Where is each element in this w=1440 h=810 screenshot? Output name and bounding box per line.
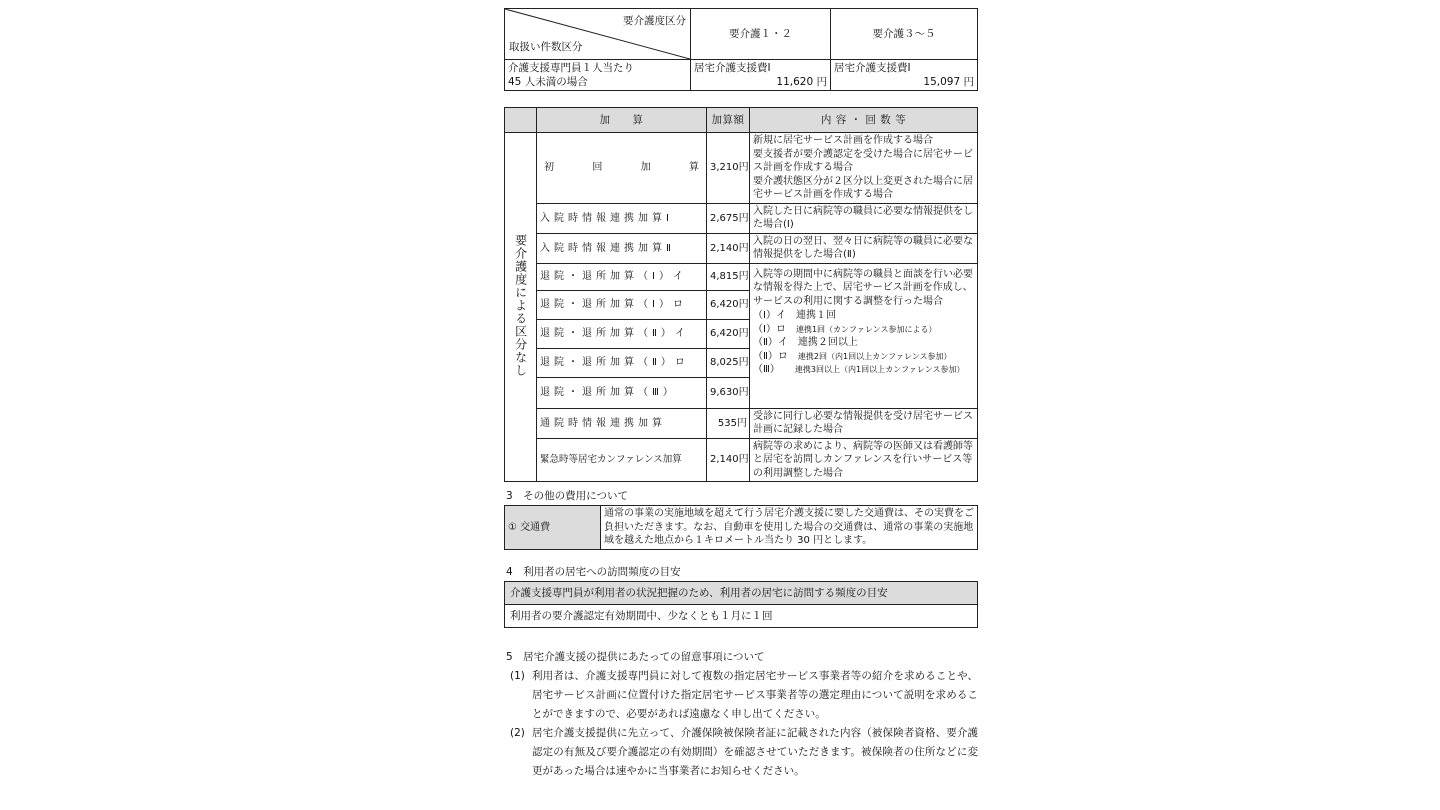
tsuin-content: 受診に同行し必要な情報提供を受け居宅サービス計画に記録した場合 [750,408,978,438]
visit-frequency-table [504,581,978,628]
shokai-name: 初 回 加 算 [544,162,699,174]
taiin-2ro-amount: 8,025円 [707,348,750,377]
note-item [504,667,978,724]
row-label-line1: 介護支援専門員１人当たり [508,62,634,74]
nyuin2-name: 入院時情報連携加算Ⅱ [537,233,707,263]
transport-cost-label: ① 交通費 [505,506,601,550]
row-label-line2: 45 人未満の場合 [508,76,588,89]
taiin-1ro-name: 退院・退所加算（Ⅰ）ロ [537,290,707,319]
nyuin1-amount: 2,675円 [707,203,750,233]
base-fee-table [504,8,978,91]
col-care-1-2: 要介護１・２ [691,9,831,60]
section4-heading: 4 利用者の居宅への訪問頻度の目安 [506,565,681,578]
tsuin-amount: 535円 [707,408,750,438]
note-text: 居宅介護支援提供に先立って、介護保険被保険者証に記載された内容（被保険者資格、要介護認定の有無及び要介護認定の有効期間）を確認させていただきます。被保険者の住所などに変更があった場合は速やかに当事業者にお知らせください。 [532,726,978,777]
taiin-list-item: （Ⅱ）ロ 連携2回（内1回以上カンファレンス参加） [753,350,952,362]
taiin-content [750,263,978,408]
visit-frequency-header: 介護支援専門員が利用者の状況把握のため、利用者の居宅に訪問する頻度の目安 [505,581,978,604]
section5 [504,648,978,781]
taiin-description: 入院等の期間中に病院等の職員と面談を行い必要な情報を得た上で、居宅サービス計画を作成し、サービスの利用に関する調整を行った場合 [753,268,973,307]
shokai-content: 新規に居宅サービス計画を作成する場合 要支援者が要介護認定を受けた場合に居宅サービス計画を作成する場合 要介護状態区分が２区分以上変更された場合に居宅サービス計画を作成する場合 [750,133,978,204]
kinkyu-name: 緊急時等居宅カンファレンス加算 [537,438,707,482]
tsuin-name: 通院時情報連携加算 [537,408,707,438]
section5-heading: 5 居宅介護支援の提供にあたっての留意事項について [506,650,765,663]
taiin-2i-name: 退院・退所加算（Ⅱ）イ [537,319,707,348]
diagonal-header-cell [505,9,691,60]
shokai-amount: 3,210円 [707,133,750,204]
nyuin2-content: 入院の日の翌日、翌々日に病院等の職員に必要な情報提供をした場合(Ⅱ) [750,233,978,263]
header-content: 内 容 ・ 回 数 等 [750,108,978,133]
taiin-1i-name: 退院・退所加算（Ⅰ）イ [537,263,707,290]
document-page [504,8,978,781]
transport-cost-text: 通常の事業の実施地域を超えて行う居宅介護支援に要した交通費は、その実費をご負担いただきます。なお、自動車を使用した場合の交通費は、通常の事業の実施地域を越えた地点から１キロメートル当たり 30 円とします。 [601,506,978,550]
taiin-2i-amount: 6,420円 [707,319,750,348]
header-blank-cell [505,108,537,133]
other-costs-table [504,505,978,550]
visit-frequency-value: 利用者の要介護認定有効期間中、少なくとも１月に１回 [505,604,978,627]
fee-amount: 15,097 円 [923,76,974,89]
taiin-1i-amount: 4,815円 [707,263,750,290]
note-number: (1) [510,669,525,682]
nyuin2-amount: 2,140円 [707,233,750,263]
nyuin1-name: 入院時情報連携加算Ⅰ [537,203,707,233]
fee-amount: 11,620 円 [776,76,827,89]
additional-fee-table [504,107,978,482]
kinkyu-amount: 2,140円 [707,438,750,482]
taiin-3-name: 退院・退所加算（Ⅲ） [537,377,707,408]
note-text: 利用者は、介護支援専門員に対して複数の指定居宅サービス事業者等の紹介を求めることや、居宅サービス計画に位置付けた指定居宅サービス事業者等の選定理由について説明を求めることができますので、必要があれば遠慮なく申し出てください。 [532,669,978,720]
vertical-label: 要介護度による区分なし [513,233,528,377]
vertical-label-cell [505,133,537,482]
fee-name: 居宅介護支援費Ⅰ [694,62,771,74]
taiin-1ro-amount: 6,420円 [707,290,750,319]
taiin-3-amount: 9,630円 [707,377,750,408]
fee-name: 居宅介護支援費Ⅰ [834,62,911,74]
note-item [504,724,978,781]
taiin-list [753,309,974,377]
note-number: (2) [510,726,525,739]
row-label-cell [505,60,691,91]
header-kasan: 加 算 [537,108,707,133]
care-level-division-label: 要介護度区分 [623,15,686,27]
fee-cell-care-1-2 [691,60,831,91]
taiin-list-item: （Ⅲ） 連携3回以上（内1回以上カンファレンス参加） [753,364,965,376]
kinkyu-content: 病院等の求めにより、病院等の医師又は看護師等と居宅を訪問しカンファレンスを行いサービス等の利用調整した場合 [750,438,978,482]
case-count-division-label: 取扱い件数区分 [509,40,583,53]
shokai-name-cell [537,133,707,204]
section3-heading: 3 その他の費用について [506,490,628,503]
taiin-list-item: （Ⅰ）イ 連携１回 [753,310,836,322]
col-care-3-5: 要介護３～５ [831,9,978,60]
taiin-list-item: （Ⅰ）ロ 連携1回（カンファレンス参加による） [753,323,937,335]
taiin-list-item: （Ⅱ）イ 連携２回以上 [753,337,858,349]
header-amount: 加算額 [707,108,750,133]
nyuin1-content: 入院した日に病院等の職員に必要な情報提供をした場合(Ⅰ) [750,203,978,233]
fee-cell-care-3-5 [831,60,978,91]
taiin-2ro-name: 退院・退所加算（Ⅱ）ロ [537,348,707,377]
